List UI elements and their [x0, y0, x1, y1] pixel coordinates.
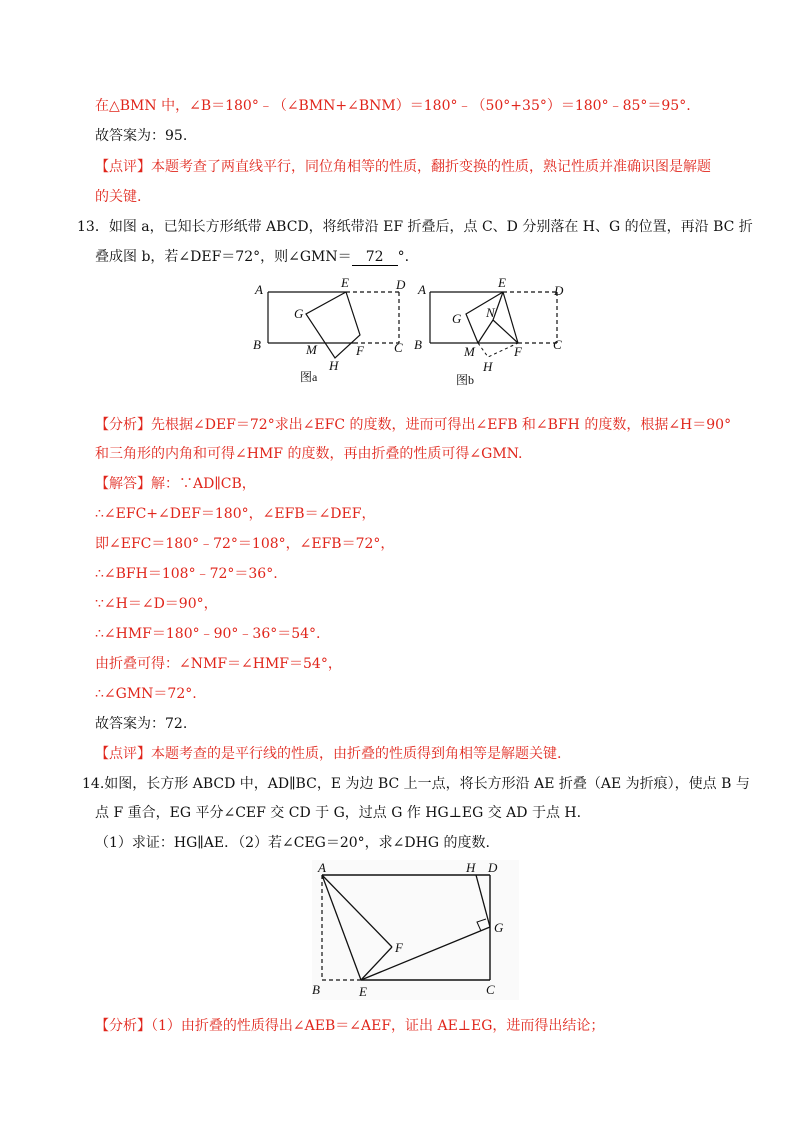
answer-13-line: 故答案为：72.	[95, 716, 188, 732]
fig-b-label-M: M	[464, 344, 475, 359]
comment-line-12a: 【点评】本题考查了两直线平行，同位角相等的性质，翻折变换的性质，熟记性质并准确识图是解题	[95, 159, 711, 175]
fig-a-label-D: D	[396, 277, 406, 292]
figure-14	[300, 856, 525, 1004]
analysis-13-line-1: 【分析】先根据∠DEF＝72°求出∠EFC 的度数，进而可得出∠EFB 和∠BFH 的度数，根据∠H＝90°	[95, 417, 732, 433]
solution-13-line-2: ∴∠EFC+∠DEF＝180°，∠EFB＝∠DEF，	[95, 506, 376, 522]
comment-13-line: 【点评】本题考查的是平行线的性质，由折叠的性质得到角相等是解题关键.	[95, 746, 562, 762]
fig-14-label-C: C	[486, 982, 495, 997]
fig-a-label-F: F	[356, 343, 364, 358]
solution-line-triangle-bmn: 在△BMN 中，∠B＝180°﹣（∠BMN+∠BNM）＝180°﹣（50°+35°）＝180°﹣85°＝95°.	[95, 98, 691, 114]
fig-b-label-E: E	[498, 275, 506, 290]
comment-line-12b: 的关键.	[95, 189, 142, 205]
solution-13-line-3: 即∠EFC＝180°﹣72°＝108°，∠EFB＝72°，	[95, 536, 395, 552]
fig-b-label-D: D	[554, 283, 564, 298]
fig-b-label-H: H	[483, 359, 493, 374]
fig-b-label-F: F	[514, 344, 522, 359]
fig-14-label-F: F	[395, 940, 403, 955]
analysis-14-line-1: 【分析】（1）由折叠的性质得出∠AEB＝∠AEF，证出 AE⊥EG，进而得出结论；	[95, 1018, 605, 1034]
fig-b-caption: 图b	[456, 373, 475, 387]
fig-a-caption: 图a	[300, 370, 318, 384]
fig-b-label-A: A	[418, 282, 426, 297]
question-13-line-1: 13．如图 a，已知长方形纸带 ABCD，将纸带沿 EF 折叠后，点 C、D 分别落在 H、G 的位置，再沿 BC 折	[77, 219, 753, 235]
fig-14-label-H: H	[466, 860, 476, 875]
fig-14-label-B: B	[312, 982, 320, 997]
question-14-line-2: 点 F 重合，EG 平分∠CEF 交 CD 于 G，过点 G 作 HG⊥EG 交 AD 于点 H.	[95, 805, 582, 821]
fig-a-label-G: G	[294, 306, 304, 321]
answer-line-95: 故答案为：95.	[95, 128, 188, 144]
fig-a-label-B: B	[253, 337, 261, 352]
question-13-text: 叠成图 b，若∠DEF＝72°，则∠GMN＝	[95, 249, 352, 265]
fig-a-label-E: E	[341, 275, 349, 290]
fig-b-label-C: C	[553, 337, 562, 352]
fig-b-label-N: N	[486, 305, 495, 320]
fig-14-label-A: A	[318, 860, 326, 875]
question-14-line-3: （1）求证：HG∥AE．（2）若∠CEG＝20°，求∠DHG 的度数.	[95, 835, 490, 851]
figure-13b	[410, 272, 575, 387]
fig-14-label-G: G	[494, 920, 504, 935]
fig-14-label-E: E	[359, 984, 367, 999]
question-13-answer-blank: 72	[352, 249, 398, 266]
question-13-line-2	[95, 247, 409, 267]
fig-b-label-G: G	[452, 311, 462, 326]
fig-a-label-C: C	[394, 340, 403, 355]
fig-a-label-A: A	[255, 282, 263, 297]
fig-a-label-H: H	[329, 358, 339, 373]
solution-13-line-5: ∵∠H＝∠D＝90°，	[95, 596, 218, 612]
solution-13-line-1: 【解答】解：∵AD∥CB，	[95, 476, 256, 492]
fig-14-label-D: D	[488, 860, 498, 875]
analysis-13-line-2: 和三角形的内角和可得∠HMF 的度数，再由折叠的性质可得∠GMN.	[95, 446, 523, 462]
fig-b-label-B: B	[414, 337, 422, 352]
solution-13-line-6: ∴∠HMF＝180°﹣90°﹣36°＝54°.	[95, 626, 321, 642]
figure-13a	[250, 272, 420, 387]
solution-13-line-8: ∴∠GMN＝72°.	[95, 686, 197, 702]
solution-13-line-7: 由折叠可得：∠NMF＝∠HMF＝54°，	[95, 656, 342, 672]
question-13-suffix: °.	[397, 249, 410, 265]
solution-13-line-4: ∴∠BFH＝108°﹣72°＝36°.	[95, 566, 278, 582]
question-14-line-1: 14.如图，长方形 ABCD 中，AD∥BC，E 为边 BC 上一点，将长方形沿 AE 折叠（AE 为折痕），使点 B 与	[82, 776, 750, 792]
fig-a-label-M: M	[306, 342, 317, 357]
